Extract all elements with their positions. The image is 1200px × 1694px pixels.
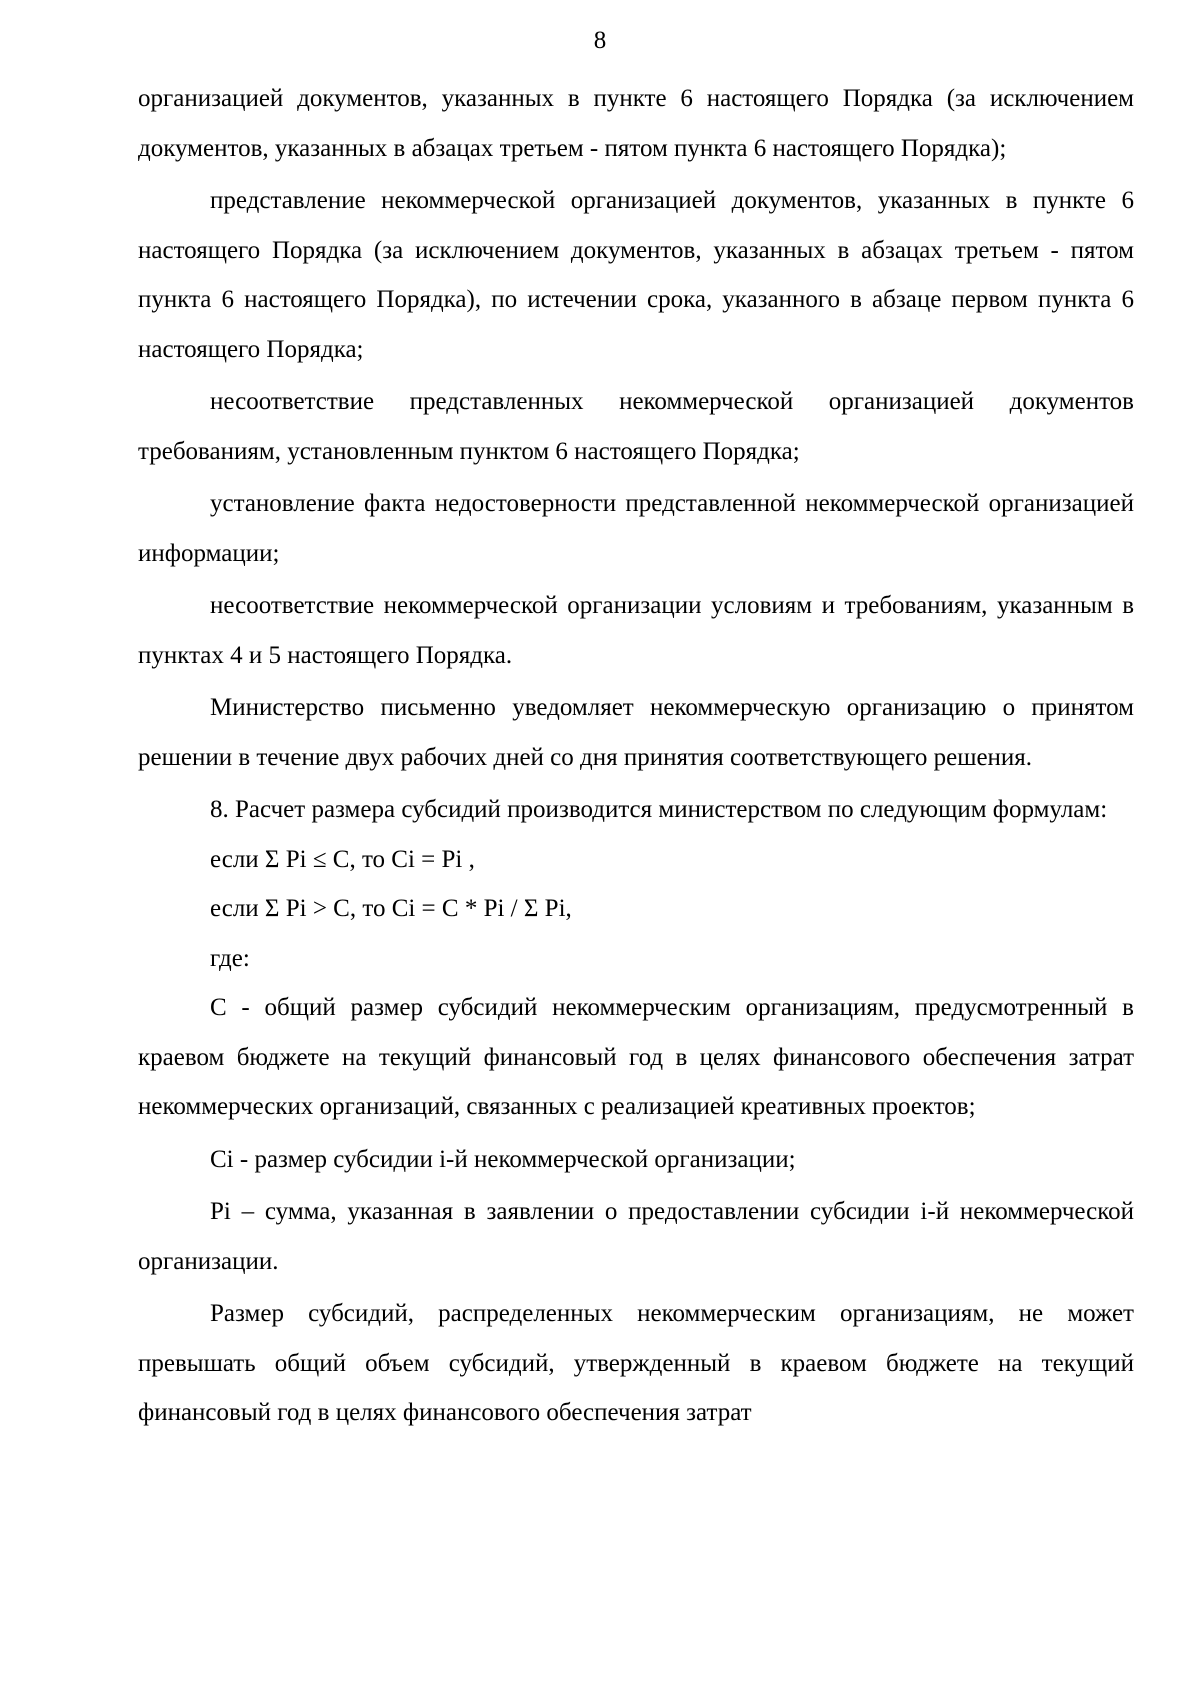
paragraph-late-submission: представление некоммерческой организацией документов, указанных в пункте 6 настоящего Порядка (за исключением документов, указанных в абзацах третьем - пятом пункта 6 настоящего Порядка), по истечении срока, указанного в абзаце первом пункта 6 настоящего Порядка; (138, 187, 1134, 363)
paragraph-definition-pi: Pi – сумма, указанная в заявлении о предоставлении субсидии i-й некоммерческой организации. (138, 1198, 1134, 1275)
paragraph-conditions-mismatch: несоответствие некоммерческой организации условиям и требованиям, указанным в пунктах 4 и 5 настоящего Порядка. (138, 592, 1134, 669)
paragraph-definition-ci: Ci - размер субсидии i-й некоммерческой организации; (210, 1145, 796, 1173)
formula-where-label: где: (210, 944, 250, 972)
paragraph-documents-mismatch: несоответствие представленных некоммерческой организацией документов требованиям, установленным пунктом 6 настоящего Порядка; (138, 388, 1134, 465)
paragraph-ministry-notification: Министерство письменно уведомляет некоммерческую организацию о принятом решении в течение двух рабочих дней со дня принятия соответствующего решения. (138, 694, 1134, 771)
formula-sum-exceeds-budget: если Σ Pi > С, то Ci = С * Pi / Σ Pi, (210, 895, 572, 922)
page-number: 8 (593, 27, 607, 54)
paragraph-subsidy-calculation: 8. Расчет размера субсидий производится министерством по следующим формулам: (210, 796, 1108, 823)
paragraph-false-information: установление факта недостоверности представленной некоммерческой организацией информации; (138, 490, 1134, 567)
formula-sum-within-budget: если Σ Pi ≤ С, то Ci = Pi , (210, 845, 475, 873)
document-body (138, 74, 1134, 1438)
paragraph-definition-c: С - общий размер субсидий некоммерческим организациям, предусмотренный в краевом бюджете на текущий финансовый год в целях финансового обеспечения затрат некоммерческих организаций, связанных с реализацией креативных проектов; (138, 994, 1134, 1120)
paragraph-documents-tail: организацией документов, указанных в пункте 6 настоящего Порядка (за исключением документов, указанных в абзацах третьем - пятом пункта 6 настоящего Порядка); (138, 85, 1134, 162)
paragraph-subsidy-limit: Размер субсидий, распределенных некоммерческим организациям, не может превышать общий объем субсидий, утвержденный в краевом бюджете на текущий финансовый год в целях финансового обеспечения затрат (138, 1300, 1134, 1426)
